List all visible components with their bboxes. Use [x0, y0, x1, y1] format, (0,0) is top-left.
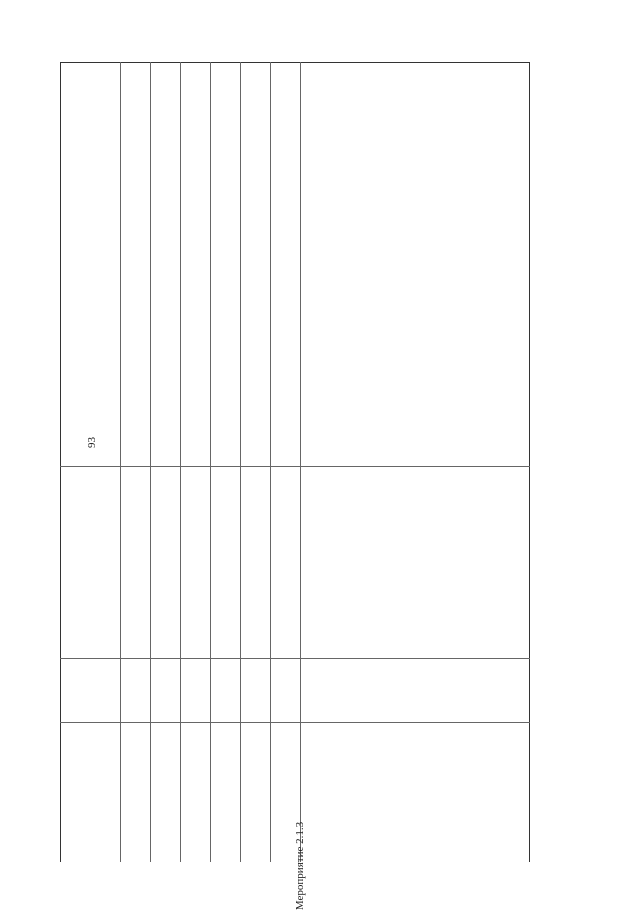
- col-sep-2: [150, 62, 151, 862]
- table-border-left: [60, 62, 61, 862]
- event-label: Мероприятие 2.1.3: [294, 821, 307, 910]
- table-border-top: [60, 62, 530, 63]
- col-sep-5: [240, 62, 241, 862]
- col-sep-7: [300, 62, 301, 862]
- col-sep-1: [120, 62, 121, 862]
- row-sep-labels: [60, 466, 530, 467]
- row-sep-desc: [60, 658, 530, 659]
- col-sep-6: [270, 62, 271, 862]
- col-sep-4: [210, 62, 211, 862]
- row-sep-event: [60, 722, 530, 723]
- budget-table: [60, 62, 530, 862]
- table-border-right: [529, 62, 530, 862]
- col-sep-3: [180, 62, 181, 862]
- page-number: 93: [86, 437, 98, 448]
